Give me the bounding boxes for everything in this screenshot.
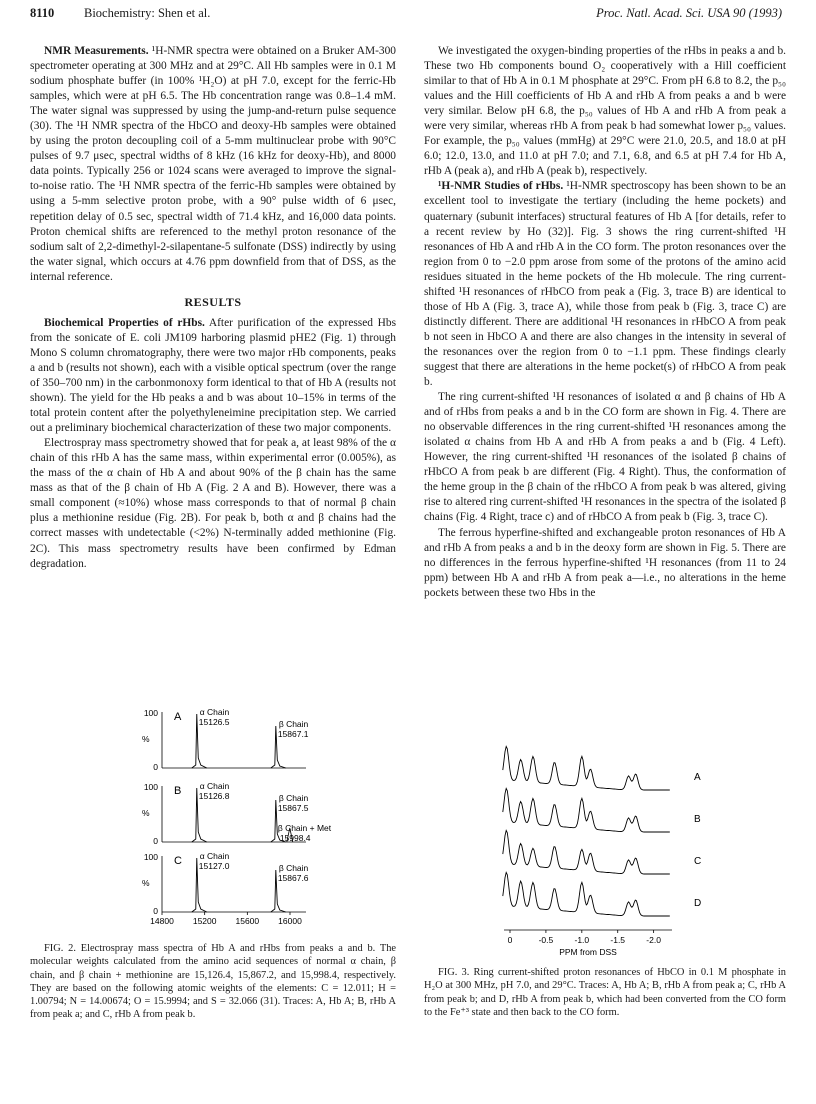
figure-2-mass-spectra bbox=[140, 706, 332, 944]
alpha-chain-mass: 15127.0 bbox=[198, 861, 230, 871]
running-title: Biochemistry: Shen et al. bbox=[84, 6, 211, 20]
nmr-trace bbox=[503, 789, 670, 833]
alpha-chain-mass: 15126.5 bbox=[198, 717, 230, 727]
biochem-paragraph bbox=[30, 316, 396, 436]
page-number: 8110 bbox=[30, 6, 55, 20]
x-tick-label: 15600 bbox=[235, 916, 260, 926]
x-tick-label: 0 bbox=[507, 935, 513, 945]
x-tick-label: 15200 bbox=[192, 916, 217, 926]
panel-label: B bbox=[174, 785, 182, 797]
nmr-trace bbox=[503, 873, 670, 917]
y-axis-label: % bbox=[142, 808, 150, 818]
x-tick-label: -1.5 bbox=[610, 935, 626, 945]
trace-label: D bbox=[694, 898, 702, 909]
x-tick-label: -1.0 bbox=[574, 935, 590, 945]
trace-label: A bbox=[694, 772, 701, 783]
beta-met-label: β Chain + Met bbox=[277, 823, 332, 833]
y-tick-label: 100 bbox=[143, 782, 158, 792]
nmr-paragraph bbox=[30, 44, 396, 285]
alpha-chain-label: α Chain bbox=[199, 781, 230, 791]
y-tick-label: 0 bbox=[153, 762, 158, 772]
results-heading: RESULTS bbox=[184, 294, 242, 309]
beta-chain-label: β Chain bbox=[278, 719, 309, 729]
beta-chain-label: β Chain bbox=[278, 863, 309, 873]
isolated-chains-paragraph: The ring current-shifted ¹H resonances of isolated α and β chains of Hb A and of rHbs from peaks a and b in the CO form are shown in Fig. 4. There are no observable differences in the ring current-shifted ¹H resonances among the isolated α chains from Hb A and rHb A from peaks a and b (Fig. 4 Left). However, the ring current-shifted ¹H resonances of the isolated β chains of rHbCO A from peak b are different (Fig. 4 Right). Thus, the conformation of the heme group in the β chain of the rHbCO A from peak b was altered, giving rise to altered ring current-shifted ¹H resonances in the spectra of the isolated β chains (Fig. 4 Right, trace c) and of rHbCO A from peak b (Fig. 3, trace C). bbox=[424, 391, 786, 524]
left-column bbox=[30, 44, 396, 572]
nmr-trace bbox=[503, 831, 670, 875]
x-tick-label: 14800 bbox=[150, 916, 174, 926]
oxygen-binding-paragraph: We investigated the oxygen-binding properties of the rHbs in peaks a and b. These two Hb components bound O₂ cooperatively with a Hill coefficient similar to that of Hb A in 0.1 M phosphate at 29°C. From pH 6.8 to 8.2, the p₅₀ values and the Hill coefficients of Hb A and rHb A from peaks a and b were very similar. Below pH 6.8, the p₅₀ values of Hb A and rHb A from peak a were very similar, whereas rHb A from peak b had somewhat lower p₅₀ values. For example, the p₅₀ values (mmHg) at 29°C were 21.0, 20.5, and 18.0 at pH 6.0; 12.0, 13.0, and 11.0 at pH 7.0; and 7.1, 6.8, and 6.5 at pH 7.4 for Hb A, rHb A (peak a), and rHb A (peak b), respectively. bbox=[424, 45, 786, 178]
journal-citation: Proc. Natl. Acad. Sci. USA 90 (1993) bbox=[596, 6, 782, 20]
biochem-heading: Biochemical Properties of rHbs. bbox=[44, 316, 205, 329]
beta-chain-mass: 15867.5 bbox=[277, 803, 309, 813]
figure-2-caption: FIG. 2. Electrospray mass spectra of Hb A and rHbs from peaks a and b. The molecular weights calculated from the amino acid sequences of normal α chain, β chain, and β chain + methionine are 15,126.4, 15,867.2, and 15,998.4, respectively. They are based on the following atomic weights of the elements: C = 12.011; H = 1.00794; N = 14.00674; O = 15.9994; and S = 32.066 (31). Traces: A, Hb A; B, rHb A from peak a; and C, rHb A from peak b. bbox=[30, 943, 396, 1021]
y-axis-label: % bbox=[142, 734, 150, 744]
beta-chain-mass: 15867.1 bbox=[277, 729, 309, 739]
biochem-text: After purification of the expressed Hbs from the sonicate of E. coli JM109 harboring plasmid pHE2 (Fig. 1) through Mono S column chromatography, there were two major rHb components, peaks a and b (results not shown), each with a visible optical spectrum (over the range of 350–700 nm) in the carbonmonoxy form identical to that of Hb A (results not shown). The yield for the Hb peaks a and b was about 10–15% in terms of the total protein content after the polyethyleneimine precipitation step. We carried out a preliminary biochemical characterization of these two major components. bbox=[30, 316, 396, 435]
y-axis-label: % bbox=[142, 878, 150, 888]
figure-3-nmr-spectra bbox=[490, 742, 720, 956]
trace-label: B bbox=[694, 814, 701, 825]
trace-label: C bbox=[694, 856, 702, 867]
deoxy-paragraph: The ferrous hyperfine-shifted and exchangeable proton resonances of Hb A and rHb A from peaks a and b in the deoxy form are shown in Fig. 5. There are no differences in the ferrous hyperfine-shifted ¹H resonances (from 11 to 24 ppm) between Hb A and rHb A from peak a—i.e., no alterations in the heme pockets between these two Hbs in the bbox=[424, 526, 786, 599]
alpha-chain-mass: 15126.8 bbox=[198, 791, 230, 801]
y-tick-label: 0 bbox=[153, 836, 158, 846]
beta-chain-mass: 15867.6 bbox=[277, 873, 309, 883]
x-axis-label: PPM from DSS bbox=[559, 947, 617, 957]
esms-paragraph: Electrospray mass spectrometry showed that for peak a, at least 98% of the α chain of this rHb A has the same mass, within experimental error (0.005%), as the mass of the α chain of Hb A and about 90% of the β chain has the same mass as that of the β chain of Hb A (Fig. 2 A and B). However, there was a small component (≈10%) whose mass corresponds to that of normal β chain plus a methionine residue (Fig. 2B). For peak b, both α and β chains had the correct masses with undetectable (<2%) N-terminally added methionine (Fig. 2C). This mass spectrometry results have been confirmed by Edman degradation. bbox=[30, 437, 396, 570]
x-tick-label: -2.0 bbox=[646, 935, 661, 945]
x-tick-label: -0.5 bbox=[538, 935, 554, 945]
y-tick-label: 100 bbox=[143, 852, 158, 862]
alpha-chain-label: α Chain bbox=[199, 707, 230, 717]
y-tick-label: 100 bbox=[143, 708, 158, 718]
figure-3-caption: FIG. 3. Ring current-shifted proton resonances of HbCO in 0.1 M phosphate in H₂O at 300 MHz, pH 7.0, and 29°C. Traces: A, Hb A; B, rHb A from peak a; C, rHb A from peak b; and D, rHb A from peak b, which had been converted from the CO form to the Fe⁺³ state and then back to the CO form. bbox=[424, 967, 786, 1018]
y-tick-label: 0 bbox=[153, 906, 158, 916]
alpha-chain-label: α Chain bbox=[199, 851, 230, 861]
right-column bbox=[424, 44, 786, 601]
x-tick-label: 16000 bbox=[278, 916, 302, 926]
panel-label: A bbox=[174, 711, 182, 723]
beta-chain-label: β Chain bbox=[278, 793, 309, 803]
nmr-heading: NMR Measurements. bbox=[44, 45, 149, 57]
nmr-studies-paragraph bbox=[424, 179, 786, 390]
nmr-studies-text: ¹H-NMR spectroscopy has been shown to be an excellent tool to investigate the tertiary (including the heme pockets) and quaternary (subunit interfaces) structural features of Hb A [for details, refer to a recent review by Ho (32)]. Fig. 3 shows the ring current-shifted ¹H resonances of Hb A and rHb A in the CO form. The proton resonances over the region from 0 to −2.0 ppm arose from some of the protons of the amino acid residues situated in the heme pockets of the Hb molecule. The ring current-shifted ¹H resonances of rHbCO from peak a (Fig. 3, trace B) are identical to those of Hb A (Fig. 3, trace A), while those from peak b (Fig. 3, trace C) are distinctly different. There are additional ¹H resonances in rHbCO A from peak b not seen in HbCO A and there are also changes in the intensity in several of the resonances over the region from 0 to −1.1 ppm. These findings clearly suggest that there are alterations in the heme pocket(s) of rHbCO A from peak b. bbox=[424, 180, 786, 389]
panel-label: C bbox=[174, 855, 182, 867]
nmr-trace bbox=[503, 747, 670, 791]
nmr-text: ¹H-NMR spectra were obtained on a Bruker AM-300 spectrometer operating at 300 MHz and at 29°C. All Hb samples were in 0.1 M sodium phosphate buffer (in 100% ¹H₂O) at pH 7.0, except for the ferric-Hb samples, which were at pH 6.5. The Hb concentration range was 0.8–1.4 mM. The water signal was suppressed by using the jump-and-return pulse sequence (30). The ¹H NMR spectra of the HbCO and deoxy-Hb samples were obtained by using the proton decoupling coil of a 5-mm multinuclear probe with 90°C pulses of 9.7 μsec, spectral widths of 8 kHz (16 kHz for deoxy-Hb), and 8000 data points. Typically 256 or 1024 scans were averaged to improve the signal-to-noise ratio. The ¹H NMR spectra of the ferric-Hb samples were obtained by using a 5-mm selective proton probe, with a 90° pulse width of 6 μsec, repetition delay of 0.5 sec, spectral width of 71.4 kHz, and 16,000 data points. Proton chemical shifts are referenced to the methyl proton resonance of the sodium salt of 2,2-dimethyl-2-silapentane-5 sulfonate (DSS) indirectly by using the water signal, which occurs at 4.76 ppm downfield from that of DSS, as the internal reference. bbox=[30, 45, 397, 283]
beta-met-mass: 15998.4 bbox=[279, 833, 311, 843]
nmr-studies-heading: ¹H-NMR Studies of rHbs. bbox=[438, 180, 564, 193]
